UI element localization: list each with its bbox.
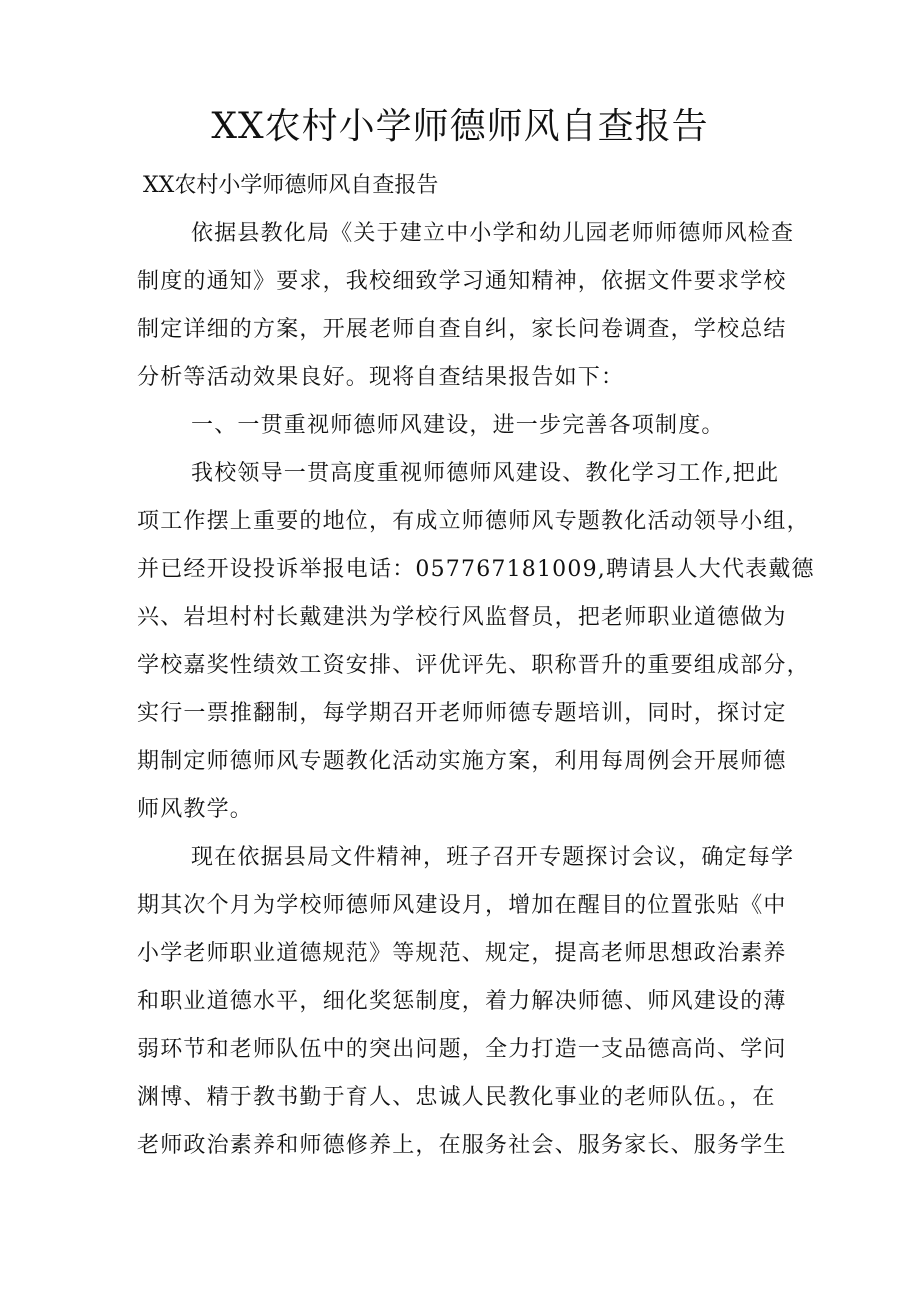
paragraph-line: 分析等活动效果良好。现将自查结果报告如下： xyxy=(137,365,625,390)
paragraph-line: 弱环节和老师队伍中的突出问题，全力打造一支品德高尚、学问 xyxy=(137,1037,787,1062)
paragraph-line: 期制定师德师风专题教化活动实施方案，利用每周例会开展师德 xyxy=(137,749,787,774)
paragraph-line: 实行一票推翻制，每学期召开老师师德专题培训，同时，探讨定 xyxy=(137,701,787,726)
paragraph-line: 并已经开设投诉举报电话：057767181009,聘请县人大代表戴德 xyxy=(137,557,815,582)
paragraph-line: 渊博、精于教书勤于育人、忠诚人民教化事业的老师队伍。，在 xyxy=(137,1085,776,1110)
paragraph-line: 小学老师职业道德规范》等规范、规定，提高老师思想政治素养 xyxy=(137,941,787,966)
paragraph-line: 老师政治素养和师德修养上，在服务社会、服务家长、服务学生 xyxy=(137,1133,787,1158)
paragraph-line: 学校嘉奖性绩效工资安排、评优评先、职称晋升的重要组成部分， xyxy=(137,653,810,678)
document-subtitle: XX农村小学师德师风自查报告 xyxy=(143,173,439,198)
section-heading: 一、一贯重视师德师风建设，进一步完善各项制度。 xyxy=(191,413,725,438)
paragraph-line: 期其次个月为学校师德师风建设月，增加在醒目的位置张贴《中 xyxy=(137,893,787,918)
paragraph-line: 项工作摆上重要的地位，有成立师德师风专题教化活动领导小组， xyxy=(137,509,810,534)
paragraph-line: 依据县教化局《关于建立中小学和幼儿园老师师德师风检查 xyxy=(191,221,795,246)
paragraph-line: 我校领导一贯高度重视师德师风建设、教化学习工作,把此 xyxy=(191,461,780,486)
paragraph-line: 制定详细的方案，开展老师自查自纠，家长问卷调查，学校总结 xyxy=(137,317,787,342)
paragraph-line: 制度的通知》要求，我校细致学习通知精神，依据文件要求学校 xyxy=(137,269,787,294)
paragraph-line: 师风教学。 xyxy=(137,797,254,822)
paragraph-line: 兴、岩坦村村长戴建洪为学校行风监督员，把老师职业道德做为 xyxy=(137,605,787,630)
document-title: XX农村小学师德师风自查报告 xyxy=(211,106,709,147)
paragraph-line: 和职业道德水平，细化奖惩制度，着力解决师德、师风建设的薄 xyxy=(137,989,787,1014)
paragraph-line: 现在依据县局文件精神，班子召开专题探讨会议，确定每学 xyxy=(191,845,795,870)
